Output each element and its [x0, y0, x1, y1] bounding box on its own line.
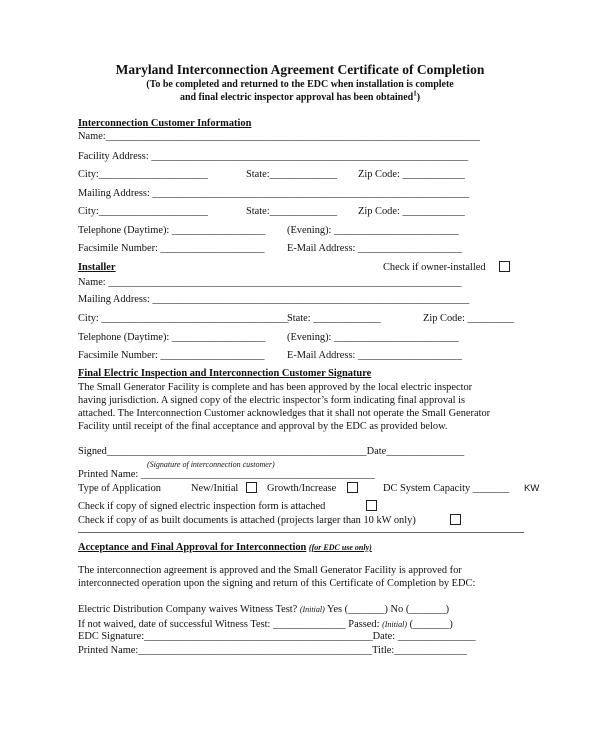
- customer-city-field[interactable]: City:_____________________: [78, 169, 208, 180]
- installer-state-field[interactable]: State: _____________: [287, 313, 381, 324]
- installer-city-field[interactable]: City: ____________________________________: [78, 313, 289, 324]
- owner-installed-checkbox[interactable]: [499, 261, 510, 272]
- owner-installed-label: Check if owner-installed: [383, 262, 486, 273]
- inspection-paragraph-line: The Small Generator Facility is complete and has been approved by the local electric inspector: [78, 382, 473, 393]
- inspection-paragraph-line: having jurisdiction. A signed copy of the electric inspector’s form indicating final approval is: [78, 395, 466, 406]
- customer-email-field[interactable]: E-Mail Address: ____________________: [287, 243, 462, 254]
- footnote-marker: 1: [413, 89, 417, 98]
- installer-fax-field[interactable]: Facsimile Number: ____________________: [78, 350, 265, 361]
- inspection-form-attached-checkbox[interactable]: [366, 500, 377, 511]
- installer-mailing-address-field[interactable]: Mailing Address: _____________________________________________________________: [78, 294, 470, 305]
- acceptance-paragraph-line: The interconnection agreement is approved and the Small Generator Facility is approved for: [78, 565, 462, 576]
- inspection-paragraph-line: attached. The Interconnection Customer acknowledges that it shall not operate the Small Generator: [78, 408, 491, 419]
- witness-test-waiver-row[interactable]: Electric Distribution Company waives Witness Test? (Initial) Yes (_______) No (_______): [78, 604, 450, 615]
- form-title: Maryland Interconnection Agreement Certificate of Completion: [115, 62, 485, 77]
- customer-fax-field[interactable]: Facsimile Number: ____________________: [78, 243, 265, 254]
- as-built-attached-checkbox[interactable]: [450, 514, 461, 525]
- inspection-section-heading: Final Electric Inspection and Interconnection Customer Signature: [78, 368, 372, 379]
- customer-mailing-address-field[interactable]: Mailing Address: _____________________________________________________________: [78, 188, 470, 199]
- customer-facility-address-field[interactable]: Facility Address: _____________________________________________________________: [78, 151, 469, 162]
- new-initial-checkbox[interactable]: [246, 482, 257, 493]
- inspection-form-attached-label: Check if copy of signed electric inspection form is attached: [78, 501, 326, 512]
- customer-signature-field[interactable]: Signed__________________________________________________Date_______________: [78, 446, 465, 457]
- dc-capacity-field[interactable]: DC System Capacity _______: [383, 483, 510, 494]
- edc-signature-field[interactable]: EDC Signature:____________________________________________Date: _______________: [78, 631, 476, 642]
- edc-printed-name-field[interactable]: Printed Name:_____________________________________________Title:______________: [78, 645, 467, 656]
- installer-evening-phone-field[interactable]: (Evening): ________________________: [287, 332, 459, 343]
- new-initial-label: New/Initial: [191, 483, 239, 494]
- customer-evening-phone-field[interactable]: (Evening): ________________________: [287, 225, 459, 236]
- customer-mailing-state-field[interactable]: State:_____________: [246, 206, 338, 217]
- installer-name-field[interactable]: Name: ____________________________________________________________________: [78, 277, 462, 288]
- form-subtitle-line2: and final electric inspector approval has been obtained$^1$): [179, 89, 421, 103]
- form-subtitle-line1: (To be completed and returned to the EDC when installation is complete: [146, 79, 454, 90]
- application-type-label: Type of Application: [78, 483, 161, 494]
- customer-mailing-city-field[interactable]: City:_____________________: [78, 206, 208, 217]
- growth-increase-label: Growth/Increase: [267, 483, 337, 494]
- customer-printed-name-field[interactable]: Printed Name: _____________________________________________: [78, 469, 375, 480]
- installer-telephone-field[interactable]: Telephone (Daytime): __________________: [78, 332, 266, 343]
- customer-zip-field[interactable]: Zip Code: ____________: [358, 169, 465, 180]
- growth-increase-checkbox[interactable]: [347, 482, 358, 493]
- customer-telephone-field[interactable]: Telephone (Daytime): __________________: [78, 225, 266, 236]
- acceptance-paragraph-line: interconnected operation upon the signing and return of this Certificate of Completion by EDC:: [78, 578, 476, 589]
- as-built-attached-label: Check if copy of as built documents is attached (projects larger than 10 kW only): [78, 515, 416, 526]
- installer-email-field[interactable]: E-Mail Address: ____________________: [287, 350, 462, 361]
- inspection-paragraph-line: Facility until receipt of the final acceptance and approval by the EDC as provided below.: [78, 421, 448, 432]
- customer-state-field[interactable]: State:_____________: [246, 169, 338, 180]
- acceptance-section-heading: Acceptance and Final Approval for Interconnection (for EDC use only): [78, 542, 372, 553]
- installer-section-heading: Installer: [78, 262, 116, 273]
- witness-test-date-row[interactable]: If not waived, date of successful Witness Test: ______________ Passed: (Initial) (_______): [78, 619, 453, 630]
- customer-section-heading: Interconnection Customer Information: [78, 118, 252, 129]
- section-divider: [78, 532, 524, 533]
- customer-name-field[interactable]: Name:________________________________________________________________________: [78, 131, 480, 142]
- kw-unit: KW: [524, 483, 540, 494]
- customer-mailing-zip-field[interactable]: Zip Code: ____________: [358, 206, 465, 217]
- signature-caption: (Signature of interconnection customer): [147, 460, 275, 469]
- installer-zip-field[interactable]: Zip Code: _________: [423, 313, 515, 324]
